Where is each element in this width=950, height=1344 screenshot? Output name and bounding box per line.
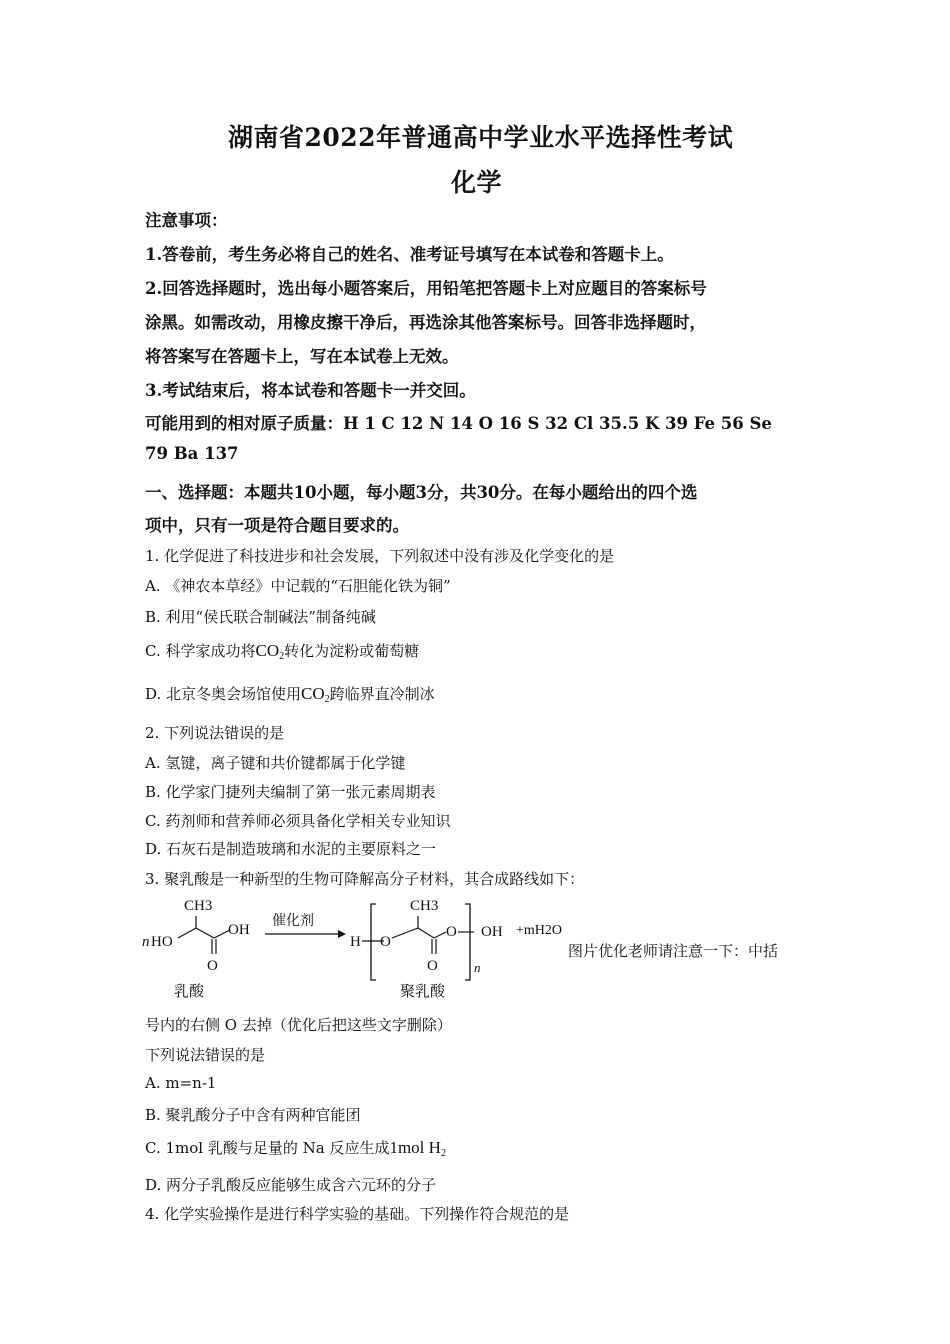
- option-d-text-post: 跨临界直冷制冰: [329, 685, 435, 703]
- question-1-stem: 1. 化学促进了科技进步和社会发展，下列叙述中没有涉及化学变化的是: [145, 547, 615, 565]
- question-3-option-b: B. 聚乳酸分子中含有两种官能团: [145, 1106, 361, 1124]
- editor-note-line-2: 号内的右侧 O 去掉（优化后把这些文字删除）: [145, 1016, 452, 1034]
- poly-oh-label: OH: [481, 924, 503, 940]
- option-c-text-post: 转化为淀粉或葡萄糖: [284, 642, 420, 660]
- notice-item-1: 1.答卷前，考生务必将自己的姓名、准考证号填写在本试卷和答题卡上。: [145, 245, 674, 264]
- question-1-option-b: B. 利用“侯氏联合制碱法”制备纯碱: [145, 608, 376, 626]
- notice-item-2-line-2: 涂黑。如需改动，用橡皮擦干净后，再选涂其他答案标号。回答非选择题时，: [145, 313, 706, 332]
- poly-o-label: O: [427, 958, 438, 974]
- notice-item-2-line-1: 2.回答选择题时，选出每小题答案后，用铅笔把答题卡上对应题目的答案标号: [145, 279, 707, 298]
- co2-formula: $CO_2$: [301, 684, 330, 705]
- exam-title: 湖南省2022年普通高中学业水平选择性考试: [228, 123, 734, 152]
- water-label: +mH2O: [516, 923, 563, 938]
- notice-item-3: 3.考试结束后，将本试卷和答题卡一并交回。: [145, 381, 476, 400]
- lactic-o-label: O: [207, 958, 218, 974]
- question-3-option-d: D. 两分子乳酸反应能够生成含六元环的分子: [145, 1176, 437, 1194]
- synthesis-scheme: [140, 892, 580, 1002]
- notice-heading: 注意事项：: [145, 211, 228, 230]
- question-3-option-c: [145, 1137, 446, 1159]
- editor-note-line-1: 图片优化老师请注意一下：中括: [568, 942, 779, 960]
- h2-formula: 1mol $H_2$: [389, 1138, 446, 1159]
- question-1-option-d: [145, 683, 435, 705]
- question-1-option-c: [145, 640, 419, 662]
- catalyst-label: 催化剂: [272, 913, 314, 929]
- section-heading-line-1: 一、选择题：本题共10小题，每小题3分，共30分。在每小题给出的四个选: [145, 483, 698, 502]
- question-4-stem: 4. 化学实验操作是进行科学实验的基础。下列操作符合规范的是: [145, 1205, 570, 1223]
- poly-ch3-label: CH3: [410, 898, 439, 914]
- option-c-text-pre: C. 科学家成功将: [145, 642, 256, 660]
- question-3-option-a: A. m=n-1: [145, 1074, 217, 1092]
- co2-formula: $CO_2$: [255, 641, 285, 662]
- question-2-stem: 2. 下列说法错误的是: [145, 724, 285, 742]
- poly-n-label: n: [474, 960, 481, 975]
- subject-title: 化学: [451, 168, 503, 197]
- lactic-n-label: n: [142, 934, 150, 950]
- notice-item-2-line-3: 将答案写在答题卡上，写在本试卷上无效。: [145, 347, 459, 366]
- poly-o-ring: O: [380, 934, 391, 950]
- question-3-sub-stem: 下列说法错误的是: [145, 1046, 266, 1064]
- poly-h-label: H: [350, 934, 361, 950]
- lactic-ho-label: HO: [151, 934, 173, 950]
- question-2-option-b: B. 化学家门捷列夫编制了第一张元素周期表: [145, 783, 436, 801]
- lactic-ch3-label: CH3: [184, 898, 213, 914]
- option-d-text-pre: D. 北京冬奥会场馆使用: [145, 685, 302, 703]
- option-c-text-pre: C. 1mol 乳酸与足量的 Na 反应生成: [145, 1139, 390, 1157]
- section-heading-line-2: 项中，只有一项是符合题目要求的。: [145, 516, 409, 535]
- question-1-option-a: A. 《神农本草经》中记载的“石胆能化铁为铜”: [145, 577, 451, 595]
- poly-o-right: O: [446, 924, 457, 940]
- polylactic-acid-label: 聚乳酸: [400, 982, 446, 1000]
- lactic-acid-label: 乳酸: [174, 982, 205, 1000]
- question-2-option-a: A. 氢键，离子键和共价键都属于化学键: [145, 754, 406, 772]
- question-2-option-d: D. 石灰石是制造玻璃和水泥的主要原料之一: [145, 840, 437, 858]
- question-2-option-c: C. 药剂师和营养师必须具备化学相关专业知识: [145, 812, 451, 830]
- atomic-masses-line-1: 可能用到的相对原子质量：H 1 C 12 N 14 O 16 S 32 Cl 35.5 K 39 Fe 56 Se: [145, 414, 772, 433]
- atomic-masses-line-2: 79 Ba 137: [145, 444, 239, 463]
- lactic-oh-label: OH: [228, 922, 250, 938]
- question-3-stem: 3. 聚乳酸是一种新型的生物可降解高分子材料，其合成路线如下：: [145, 870, 585, 888]
